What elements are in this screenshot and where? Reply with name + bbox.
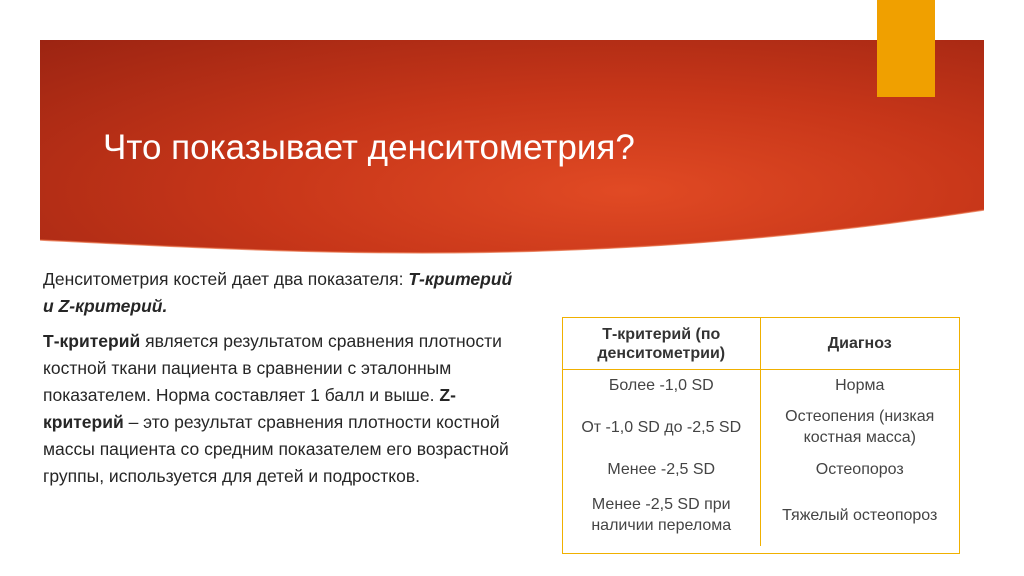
t-criterion-label: Т-критерий — [43, 331, 141, 351]
z-criterion-text: – это результат сравнения плотности костной массы пациента со средним показателем его возрастной группы, используется для детей и подростков. — [43, 412, 509, 486]
criteria-paragraph — [43, 328, 513, 490]
z-criterion-label: Z-критерий — [43, 385, 456, 432]
t-criterion-text: является результатом сравнения плотности костной ткани пациента в сравнении с эталонным показателем. Норма составляет 1 балл и выше. — [43, 331, 502, 405]
diagnosis-cell: Остеопороз — [815, 460, 904, 478]
banner-curve-shape — [40, 210, 984, 272]
intro-bold: Т-критерий и Z-критерий. — [43, 269, 513, 316]
accent-tab — [877, 0, 935, 97]
description-text — [43, 266, 513, 498]
diagnosis-cell: Норма — [835, 376, 885, 394]
diagnosis-table-grid — [563, 318, 959, 546]
slide-title: Что показывает денситометрия? — [103, 128, 635, 167]
table-row — [563, 370, 959, 401]
table-row — [563, 484, 959, 546]
header-diagnosis: Диагноз — [760, 318, 959, 370]
diagnosis-cell: Тяжелый остеопороз — [782, 506, 938, 524]
table-header-row — [563, 318, 959, 370]
intro-text: Денситометрия костей дает два показателя: — [43, 269, 409, 289]
diagnosis-table — [562, 317, 960, 554]
header-t-criterion: Т-критерий (по денситометрии) — [563, 318, 760, 370]
table-row — [563, 400, 959, 454]
t-criterion-cell: От -1,0 SD до -2,5 SD — [563, 400, 760, 454]
t-criterion-cell: Более -1,0 SD — [563, 370, 760, 401]
diagnosis-cell: Остеопения (низкая костная масса) — [785, 408, 935, 446]
t-criterion-cell: Менее -2,5 SD — [563, 454, 760, 484]
table-row — [563, 454, 959, 484]
intro-paragraph — [43, 266, 513, 320]
t-criterion-cell: Менее -2,5 SD при наличии перелома — [563, 484, 760, 546]
